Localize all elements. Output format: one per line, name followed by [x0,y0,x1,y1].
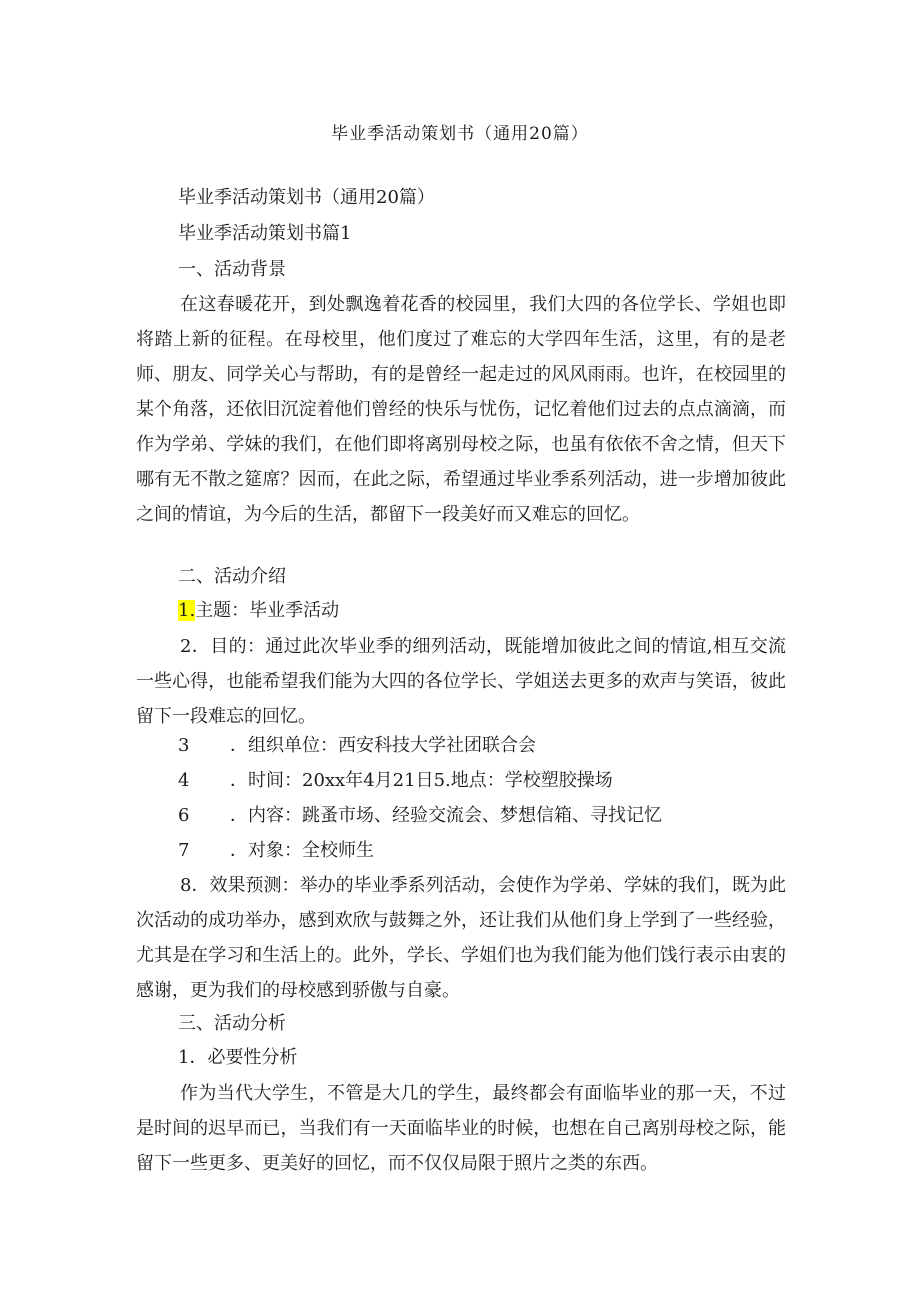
list-item-content [178,804,662,828]
sub-heading-necessity: 1．必要性分析 [178,1047,298,1068]
list-item-theme [178,599,339,623]
list-item-effect: 8．效果预测：举办的毕业季系列活动，会使作为学弟、学妹的我们，既为此次活动的成功举办，感到欢欣与鼓舞之外，还让我们从他们身上学到了一些经验，尤其是在学习和生活上的。此外，学长、学姐们也为我们能为他们饯行表示由衷的感谢，更为我们的母校感到骄傲与自豪。 [136,875,786,1001]
highlighted-number: 1. [178,600,196,621]
list-item-time-text: ．时间：20xx年4月21日5.地点：学校塑胶操场 [230,770,613,791]
paragraph-background: 在这春暖花开，到处飘逸着花香的校园里，我们大四的各位学长、学姐也即将踏上新的征程。在母校里，他们度过了难忘的大学四年生活，这里，有的是老师、朋友、同学关心与帮助，有的是曾经一起走过的风风雨雨。也许，在校园里的某个角落，还依旧沉淀着他们曾经的快乐与忧伤，记忆着他们过去的点点滴滴，而作为学弟、学妹的我们，在他们即将离别母校之际，也虽有依依不舍之情，但天下哪有无不散之筵席？因而，在此之际，希望通过毕业季系列活动，进一步增加彼此之间的情谊，为今后的生活，都留下一段美好而又难忘的回忆。 [136,294,786,525]
list-number: 6 [178,805,190,826]
section-title: 毕业季活动策划书篇1 [178,223,352,244]
document-title: 毕业季活动策划书（通用20篇） [331,124,589,144]
list-item-purpose: 2．目的：通过此次毕业季的细列活动，既能增加彼此之间的情谊,相互交流一些心得，也能希望我们能为大四的各位学长、学姐送去更多的欢声与笑语，彼此留下一段难忘的回忆。 [136,636,786,727]
list-number: 4 [178,770,190,791]
list-item-organizer [178,734,536,758]
list-item-content-text: ．内容：跳蚤市场、经验交流会、梦想信箱、寻找记忆 [230,805,662,826]
heading-introduction: 二、活动介绍 [178,566,286,587]
paragraph-necessity: 作为当代大学生，不管是大几的学生，最终都会有面临毕业的那一天，不过是时间的迟早而已，当我们有一天面临毕业的时候，也想在自己离别母校之际，能留下一些更多、更美好的回忆，而不仅仅局限于照片之类的东西。 [136,1083,786,1174]
list-number: 3 [178,735,190,756]
document-subtitle: 毕业季活动策划书（通用20篇） [178,187,435,208]
list-number: 7 [178,840,190,861]
list-item-audience [178,839,374,863]
list-item-time [178,769,613,793]
heading-analysis: 三、活动分析 [178,1013,286,1034]
list-item-audience-text: ．对象：全校师生 [230,840,374,861]
list-item-theme-text: 主题：毕业季活动 [195,600,340,621]
list-item-organizer-text: ．组织单位：西安科技大学社团联合会 [230,735,536,756]
heading-background: 一、活动背景 [178,259,286,280]
